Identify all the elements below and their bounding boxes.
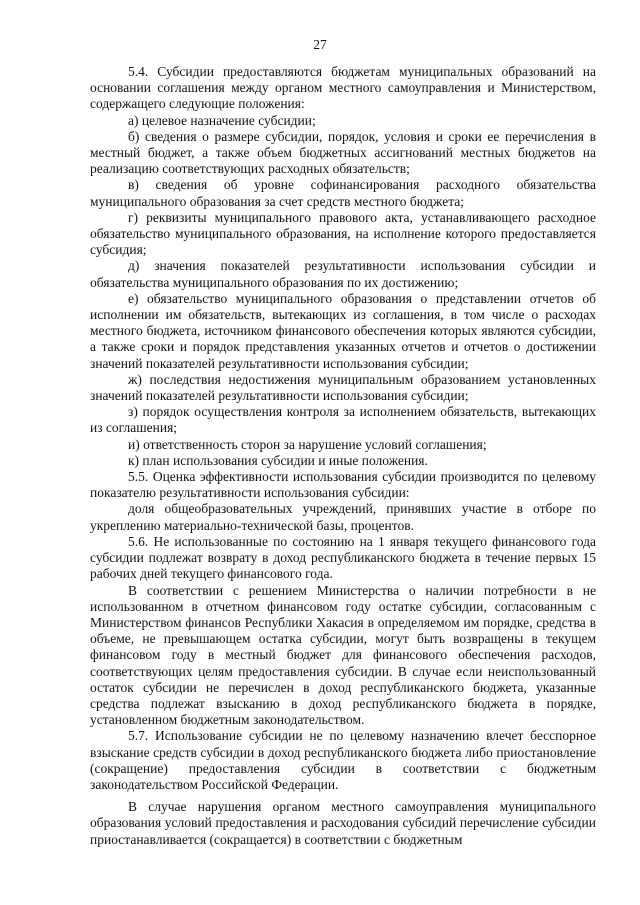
list-item-b: б) сведения о размере субсидии, порядок, условия и сроки ее перечисления в местный бюджет, а также объем бюджетных ассигнований местных бюджетов на реализацию соответствующих расходных обязательств; xyxy=(90,128,596,177)
list-item-d: д) значения показателей результативности использования субсидии и обязательства муниципального образования по их достижению; xyxy=(90,258,596,290)
list-item-a: а) целевое назначение субсидии; xyxy=(128,112,316,128)
document-body xyxy=(90,64,596,848)
paragraph-violation: В случае нарушения органом местного самоуправления муниципального образования условий предоставления и расходования субсидий перечисление субсидии приостанавливается (сокращается) в соответствии с бюджетным xyxy=(90,799,596,847)
indicator-paragraph: доля общеобразовательных учреждений, принявших участие в отборе по укреплению материально-технической базы, процентов. xyxy=(90,501,596,533)
paragraph-5-5: 5.5. Оценка эффективности использования субсидии производится по целевому показателю результативности использования субсидии: xyxy=(90,469,596,501)
paragraph-5-6: 5.6. Не использованные по состоянию на 1 января текущего финансового года субсидии подлежат возврату в доход республиканского бюджета в течение первых 15 рабочих дней текущего финансового года. xyxy=(90,533,596,582)
list-item-g: г) реквизиты муниципального правового акта, устанавливающего расходное обязательство муниципального образования, на исполнение которого предоставляется субсидия; xyxy=(90,209,596,258)
paragraph-5-4: 5.4. Субсидии предоставляются бюджетам муниципальных образований на основании соглашения между органом местного самоуправления и Министерством, содержащего следующие положения: xyxy=(90,64,596,112)
paragraph-5-7: 5.7. Использование субсидии не по целевому назначению влечет бесспорное взыскание средств субсидии в доход республиканского бюджета либо приостановление (сокращение) предоставления субсидии в соответствии с бюджетным законодательством Российской Федерации. xyxy=(90,728,596,792)
list-item-zh: ж) последствия недостижения муниципальным образованием установленных значений показателей результативности использования субсидии; xyxy=(90,371,596,404)
list-item-v: в) сведения об уровне софинансирования расходного обязательства муниципального образования за счет средств местного бюджета; xyxy=(90,177,596,209)
list-item-i: и) ответственность сторон за нарушение условий соглашения; xyxy=(128,436,487,452)
paragraph-return-decision: В соответствии с решением Министерства о наличии потребности в не использованном в отчетном финансовом году остатке субсидии, согласованным с Министерством финансов Республики Хакасия в определяемом им порядке, средства в объеме, не превышающем остатка субсидии, могут быть возвращены в текущем финансовом году в местный бюджет для финансового обеспечения расходов, соответствующих целям предоставления субсидии. В случае если неиспользованный остаток субсидии не перечислен в доход республиканского бюджета, указанные средства подлежат взысканию в доход республиканского бюджета в порядке, установленном бюджетным законодательством. xyxy=(90,582,596,728)
list-item-e: е) обязательство муниципального образования о представлении отчетов об исполнении им обязательств, вытекающих из соглашения, в том числе о расходах местного бюджета, источником финансового обеспечения которых являются субсидии, а также сроки и порядок представления указанных отчетов и отчетов о достижении значений показателей результативности использования субсидии; xyxy=(90,290,596,371)
list-item-z: з) порядок осуществления контроля за исполнением обязательств, вытекающих из соглашения; xyxy=(90,404,596,436)
page-number: 27 xyxy=(313,37,327,52)
list-item-k: к) план использования субсидии и иные положения. xyxy=(128,452,428,468)
